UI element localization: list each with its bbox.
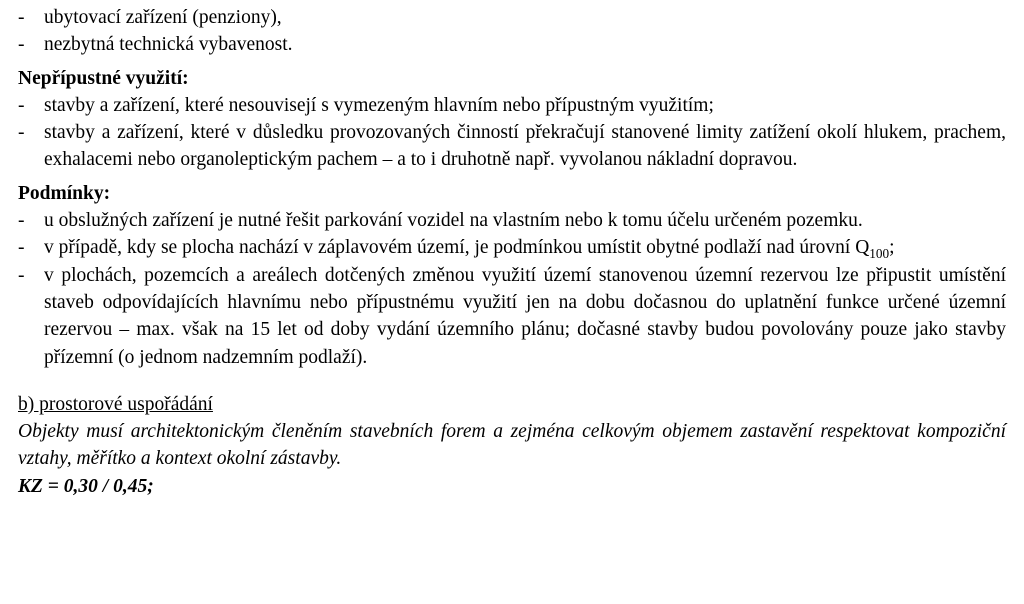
list-item-text-main: v případě, kdy se plocha nachází v záplavovém území, je podmínkou umístit obytné podlaží nad úrovní <box>44 237 856 259</box>
list-item <box>18 119 1006 174</box>
subsection-paragraph: Objekty musí architektonickým členěním stavebních forem a zejména celkovým objemem zastavění respektovat kompoziční vztahy, měřítko a kontext okolní zástavby. <box>18 421 1006 470</box>
section-heading-nepripustne: Nepřípustné využití: <box>18 67 189 89</box>
list-item-text: stavby a zařízení, které nesouvisejí s vymezeným hlavním nebo přípustným využitím; <box>44 94 714 116</box>
list-item-text: stavby a zařízení, které v důsledku provozovaných činností překračují stanovené limity zatížení okolí hlukem, prachem, exhalacemi nebo organoleptickým pachem – a to i druhotně např. vyvolanou nákladní dopravou. <box>44 122 1006 171</box>
list-item <box>18 207 1006 234</box>
list-item-text: ubytovací zařízení (penziony), <box>44 7 282 28</box>
subsection-title: b) prostorové uspořádání <box>18 393 213 415</box>
bullet-marker: - <box>18 34 25 56</box>
bullet-marker: - <box>18 122 25 144</box>
list-item-text: v plochách, pozemcích a areálech dotčených změnou využití území stanovenou územní rezervou lze připustit umístění staveb odpovídajících hlavnímu nebo přípustnému využití jen na dobu dočasnou do uplatnění funkce určené územní rezervou – max. však na 15 let od doby vydání územního plánu; dočasné stavby budou povolovány pouze jako stavby přízemní (o jednom nadzemním podlaží). <box>44 264 1006 368</box>
list-item <box>18 4 1006 31</box>
list-item-text <box>44 234 1006 261</box>
bullet-marker: - <box>18 237 25 259</box>
q-suffix: ; <box>889 237 895 259</box>
list-item <box>18 31 1006 58</box>
list-item-text: u obslužných zařízení je nutné řešit parkování vozidel na vlastním nebo k tomu účelu určeném pozemku. <box>44 210 863 232</box>
bullet-marker: - <box>18 210 25 232</box>
list-item <box>18 92 1006 119</box>
bullet-marker: - <box>18 7 25 28</box>
bullet-marker: - <box>18 94 25 116</box>
q-subscript: 100 <box>869 246 890 262</box>
subsection-formula: KZ = 0,30 / 0,45; <box>18 475 154 497</box>
list-item <box>18 234 1006 261</box>
q-base: Q <box>855 237 870 259</box>
section-heading-podminky: Podmínky: <box>18 182 111 204</box>
section-spacer <box>18 371 1006 391</box>
list-item <box>18 262 1006 371</box>
bullet-marker: - <box>18 264 25 286</box>
list-item-text: nezbytná technická vybavenost. <box>44 34 293 56</box>
